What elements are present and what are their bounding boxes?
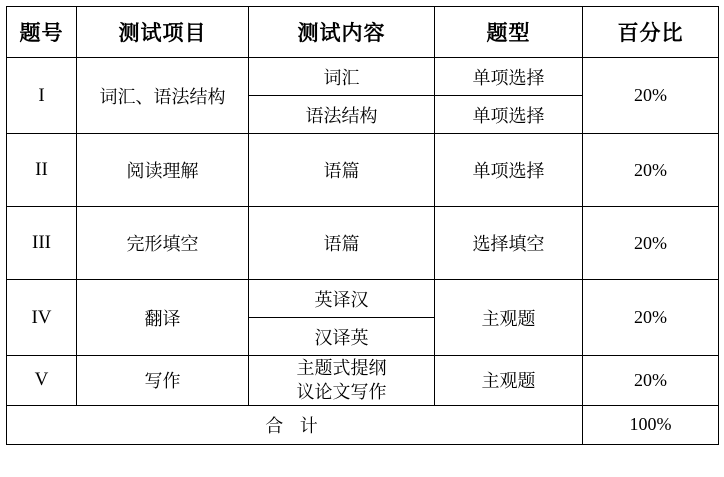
row-type-2: 单项选择 bbox=[435, 134, 583, 207]
row-item-3: 完形填空 bbox=[77, 207, 249, 280]
row-percent-1: 20% bbox=[583, 58, 719, 134]
row-percent-5: 20% bbox=[583, 356, 719, 406]
row-item-5: 写作 bbox=[77, 356, 249, 406]
row-content-1a: 词汇 bbox=[249, 58, 435, 96]
row-number-3: III bbox=[7, 207, 77, 280]
row-type-5: 主观题 bbox=[435, 356, 583, 406]
row-number-1: I bbox=[7, 58, 77, 134]
row-content-4b: 汉译英 bbox=[249, 318, 435, 356]
row-percent-2: 20% bbox=[583, 134, 719, 207]
table-total-row bbox=[7, 405, 719, 444]
row-content-3: 语篇 bbox=[249, 207, 435, 280]
table-row bbox=[7, 58, 719, 96]
total-percent: 100% bbox=[583, 405, 719, 444]
row-content-5 bbox=[249, 356, 435, 406]
row-percent-3: 20% bbox=[583, 207, 719, 280]
column-header-content: 测试内容 bbox=[249, 7, 435, 58]
row-number-5: V bbox=[7, 356, 77, 406]
row-type-3: 选择填空 bbox=[435, 207, 583, 280]
row-type-1b: 单项选择 bbox=[435, 96, 583, 134]
total-label: 合 计 bbox=[7, 405, 583, 444]
row-content-5a: 主题式提纲 bbox=[296, 358, 387, 378]
table-header-row bbox=[7, 7, 719, 58]
row-content-4a: 英译汉 bbox=[249, 280, 435, 318]
row-item-1: 词汇、语法结构 bbox=[77, 58, 249, 134]
row-type-4: 主观题 bbox=[435, 280, 583, 356]
column-header-item: 测试项目 bbox=[77, 7, 249, 58]
table-row bbox=[7, 280, 719, 318]
row-percent-4: 20% bbox=[583, 280, 719, 356]
table-row bbox=[7, 207, 719, 280]
row-content-5b: 议论文写作 bbox=[296, 382, 387, 403]
row-number-4: IV bbox=[7, 280, 77, 356]
test-specification-table bbox=[6, 6, 719, 445]
row-number-2: II bbox=[7, 134, 77, 207]
row-item-2: 阅读理解 bbox=[77, 134, 249, 207]
row-type-1a: 单项选择 bbox=[435, 58, 583, 96]
table-row bbox=[7, 134, 719, 207]
column-header-number: 题号 bbox=[7, 7, 77, 58]
row-item-4: 翻译 bbox=[77, 280, 249, 356]
row-content-2: 语篇 bbox=[249, 134, 435, 207]
column-header-type: 题型 bbox=[435, 7, 583, 58]
row-content-1b: 语法结构 bbox=[249, 96, 435, 134]
column-header-percent: 百分比 bbox=[583, 7, 719, 58]
